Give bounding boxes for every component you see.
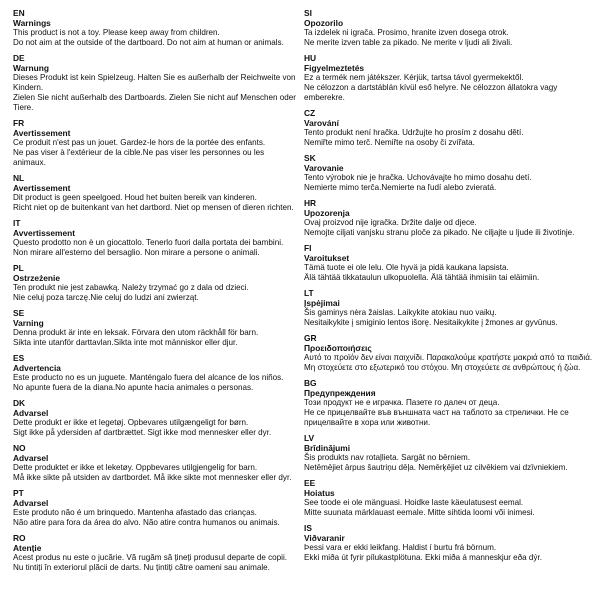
warning-text: Tento produkt není hračka. Udržujte ho prosím z dosahu dětí.	[304, 128, 524, 137]
warning-heading: Brīdinājumi	[304, 443, 351, 453]
warning-text: Šis gaminys nėra žaislas. Laikykite atokiau nuo vaikų.	[304, 308, 497, 317]
warning-text: Nemierte mimo terča.Nemierte na ľudí alebo zvieratá.	[304, 183, 497, 192]
warning-block-it	[13, 218, 298, 258]
warning-heading: Advertencia	[13, 363, 61, 373]
warning-text: Dette produkt er ikke et legetøj. Opbevares utilgængeligt for børn.	[13, 418, 249, 427]
warning-heading: Figyelmeztetés	[304, 63, 365, 73]
language-code: SE	[13, 308, 25, 318]
warning-heading: Ostrzeżenie	[13, 273, 61, 283]
warning-heading: Upozorenja	[304, 208, 350, 218]
language-code: EN	[13, 8, 25, 18]
warning-block-es	[13, 353, 298, 393]
warning-text: Este producto no es un juguete. Manténgalo fuera del alcance de los niños.	[13, 373, 284, 382]
warning-text: Ekki miða út fyrir pílukastplötuna. Ekki miða á manneskjur eða dýr.	[304, 553, 542, 562]
warning-text: Denna produkt är inte en leksak. Förvara den utom räckhåll för barn.	[13, 328, 259, 337]
warning-text: Dit product is geen speelgoed. Houd het buiten bereik van kinderen.	[13, 193, 257, 202]
warning-heading: Varovanie	[304, 163, 344, 173]
warning-text: Nemojte ciljati vanjsku stranu ploče za pikado. Ne ciljajte u ljude ili životinje.	[304, 228, 575, 237]
warning-text: Mitte suunata märklauast eemale. Mitte sihtida loomi või inimesi.	[304, 508, 535, 517]
warning-text: Do not aim at the outside of the dartboard. Do not aim at human or animals.	[13, 38, 284, 47]
warning-text: Non mirare all'esterno del bersaglio. Non mirare a persone o animali.	[13, 248, 260, 257]
warning-text: Nesitaikykite į smiginio lentos išorę. Nesitaikykite į žmones ar gyvūnus.	[304, 318, 558, 327]
language-code: FI	[304, 243, 312, 253]
warning-block-hu	[304, 53, 596, 103]
warning-block-ro	[13, 533, 298, 573]
warning-block-en	[13, 8, 298, 48]
warning-block-fi	[304, 243, 596, 283]
language-code: SK	[304, 153, 316, 163]
left-column	[13, 8, 298, 578]
warning-heading: Warnung	[13, 63, 49, 73]
warning-text: Šis produkts nav rotaļlieta. Sargāt no bērniem.	[304, 453, 471, 462]
warning-text: Αυτό το προϊόν δεν είναι παιχνίδι. Παρακαλούμε κρατήστε μακριά από τα παιδιά.	[304, 353, 593, 362]
warning-block-no	[13, 443, 298, 483]
warning-text: See toode ei ole mänguasi. Hoidke laste käeulatusest eemal.	[304, 498, 524, 507]
language-code: HU	[304, 53, 317, 63]
warning-heading: Advarsel	[13, 408, 49, 418]
warning-text: Не се прицелвайте във външната част на таблото за стрелички. Не се прицелвайте в хора или животни.	[304, 408, 569, 427]
warning-text: Zielen Sie nicht außerhalb des Dartboards. Zielen Sie nicht auf Menschen oder Tiere.	[13, 93, 296, 112]
warning-block-fr	[13, 118, 298, 168]
warning-heading: Hoiatus	[304, 488, 335, 498]
language-code: IT	[13, 218, 21, 228]
warning-block-sk	[304, 153, 596, 193]
warning-block-hr	[304, 198, 596, 238]
warning-text: Ce produit n'est pas un jouet. Gardez-le hors de la portée des enfants.	[13, 138, 266, 147]
warning-block-ee	[304, 478, 596, 518]
warning-block-lt	[304, 288, 596, 328]
warning-heading: Varning	[13, 318, 44, 328]
warning-heading: Προειδοποιήσεις	[304, 343, 372, 353]
language-code: DK	[13, 398, 26, 408]
warning-text: This product is not a toy. Please keep away from children.	[13, 28, 220, 37]
warning-block-dk	[13, 398, 298, 438]
language-code: IS	[304, 523, 312, 533]
warning-text: Този продукт не е играчка. Пазете го далеч от деца.	[304, 398, 500, 407]
warning-heading: Atenție	[13, 543, 42, 553]
warning-heading: Advarsel	[13, 498, 49, 508]
warning-heading: Įspėjimai	[304, 298, 340, 308]
warning-text: Ta izdelek ni igrača. Prosimo, hranite izven dosega otrok.	[304, 28, 509, 37]
warning-text: Este produto não é um brinquedo. Mantenha afastado das crianças.	[13, 508, 257, 517]
warning-heading: Opozorilo	[304, 18, 344, 28]
warning-text: Ne célozzon a dartstáblán kívül eső helyre. Ne célozzon állatokra vagy emberekre.	[304, 83, 558, 102]
warning-text: Älä tähtää tikkataulun ulkopuolella. Älä tähtää ihmisiin tai eläimiin.	[304, 273, 540, 282]
warning-block-lv	[304, 433, 596, 473]
language-code: NL	[13, 173, 25, 183]
warning-heading: Warnings	[13, 18, 51, 28]
warning-block-nl	[13, 173, 298, 213]
warning-heading: Avertissement	[13, 183, 71, 193]
warning-text: Ne pas viser à l'extérieur de la cible.Ne pas viser les personnes ou les animaux.	[13, 148, 265, 167]
language-code: SI	[304, 8, 312, 18]
warning-heading: Varoitukset	[304, 253, 350, 263]
warning-heading: Advarsel	[13, 453, 49, 463]
warning-text: Richt niet op de buitenkant van het dartbord. Niet op mensen of dieren richten.	[13, 203, 294, 212]
warning-text: Nu tintiți în exteriorul plăcii de darts. Nu țintiți către oameni sau animale.	[13, 563, 270, 572]
warning-block-pt	[13, 488, 298, 528]
warning-text: Må ikke sikte på utsiden av dartbordet. Må ikke sikte mot mennesker eller dyr.	[13, 473, 292, 482]
language-code: PL	[13, 263, 24, 273]
language-code: GR	[304, 333, 317, 343]
language-code: RO	[13, 533, 26, 543]
warning-text: No apunte fuera de la diana.No apunte hacia animales o personas.	[13, 383, 254, 392]
warning-block-gr	[304, 333, 596, 373]
warning-heading: Avvertissement	[13, 228, 76, 238]
language-code: NO	[13, 443, 26, 453]
warning-text: Ovaj proizvod nije igračka. Držite dalje od djece.	[304, 218, 477, 227]
warning-text: Netēmējiet ārpus šautriņu dēļa. Nemērķējiet uz cilvēkiem vai dzīvniekiem.	[304, 463, 568, 472]
warning-block-si	[304, 8, 596, 48]
right-column	[304, 8, 596, 568]
warning-text: Nie celuj poza tarczę.Nie celuj do ludzi ani zwierząt.	[13, 293, 199, 302]
warning-text: Dieses Produkt ist kein Spielzeug. Halten Sie es außerhalb der Reichweite von Kindern.	[13, 73, 296, 92]
warning-block-cz	[304, 108, 596, 148]
warning-heading: Avertissement	[13, 128, 71, 138]
warning-text: Tento výrobok nie je hračka. Uchovávajte ho mimo dosahu detí.	[304, 173, 532, 182]
language-code: ES	[13, 353, 25, 363]
warning-text: Ez a termék nem játékszer. Kérjük, tartsa távol gyermekektől.	[304, 73, 524, 82]
warning-block-bg	[304, 378, 596, 428]
warning-text: Sigt ikke på ydersiden af dartbrættet. Sigt ikke mod mennesker eller dyr.	[13, 428, 272, 437]
warning-text: Questo prodotto non è un giocattolo. Tenerlo fuori dalla portata dei bambini.	[13, 238, 284, 247]
warning-text: Ten produkt nie jest zabawką. Należy trzymać go z dala od dzieci.	[13, 283, 249, 292]
language-code: PT	[13, 488, 24, 498]
warning-heading: Viðvaranir	[304, 533, 345, 543]
warning-block-se	[13, 308, 298, 348]
warning-text: Sikta inte utanför darttavlan.Sikta inte mot människor eller djur.	[13, 338, 238, 347]
warning-block-is	[304, 523, 596, 563]
language-code: EE	[304, 478, 316, 488]
warning-block-de	[13, 53, 298, 113]
warning-text: Μη στοχεύετε στο εξωτερικό του στόχου. Μη στοχεύετε σε ανθρώπους ή ζώα.	[304, 363, 581, 372]
language-code: DE	[13, 53, 25, 63]
warning-text: Þessi vara er ekki leikfang. Haldist í burtu frá börnum.	[304, 543, 497, 552]
warning-text: Não atire para fora da área do alvo. Não atire contra humanos ou animais.	[13, 518, 280, 527]
warning-text: Tämä tuote ei ole lelu. Ole hyvä ja pidä kaukana lapsista.	[304, 263, 509, 272]
warning-text: Ne merite izven table za pikado. Ne merite v ljudi ali živali.	[304, 38, 513, 47]
warning-text: Acest produs nu este o jucărie. Vă rugăm să țineți produsul departe de copii.	[13, 553, 287, 562]
warning-text: Dette produktet er ikke et leketøy. Oppbevares utilgjengelig for barn.	[13, 463, 258, 472]
warning-text: Nemiřte mimo terč. Nemiřte na osoby či zvířata.	[304, 138, 475, 147]
warning-block-pl	[13, 263, 298, 303]
warning-heading: Varování	[304, 118, 339, 128]
language-code: FR	[13, 118, 25, 128]
warning-heading: Предупреждения	[304, 388, 376, 398]
language-code: LV	[304, 433, 315, 443]
language-code: LT	[304, 288, 314, 298]
language-code: BG	[304, 378, 317, 388]
language-code: CZ	[304, 108, 316, 118]
language-code: HR	[304, 198, 317, 208]
